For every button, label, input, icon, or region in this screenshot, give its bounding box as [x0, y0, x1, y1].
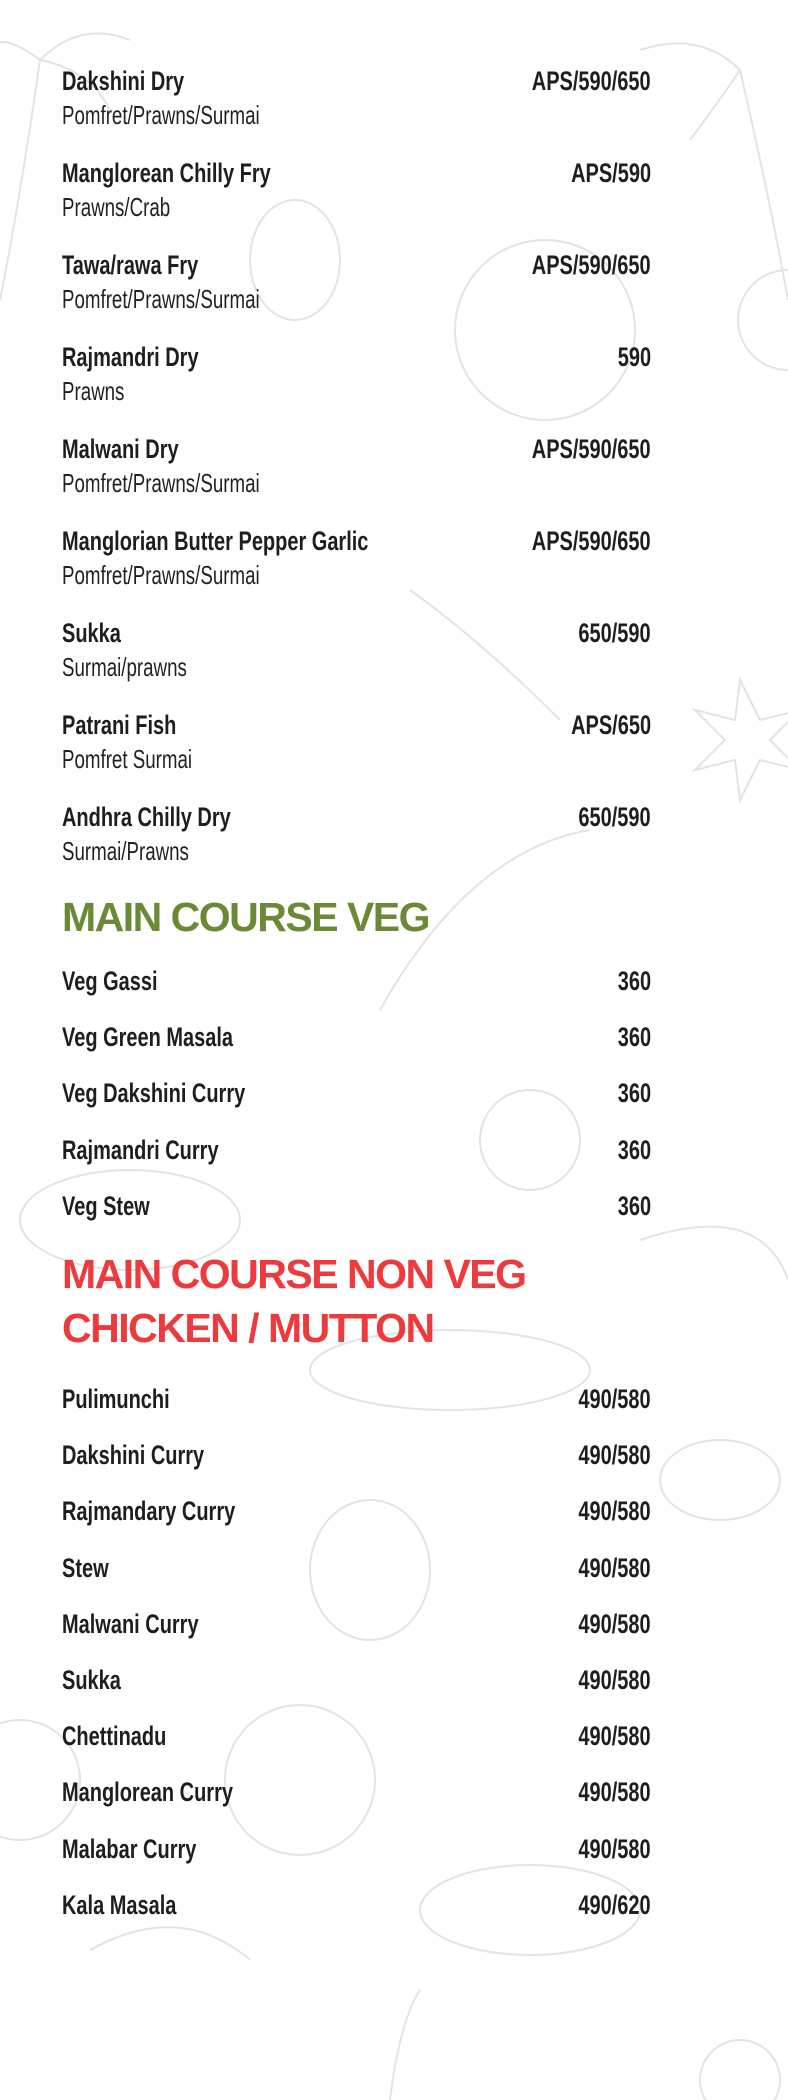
menu-item-price: 360: [617, 1022, 651, 1053]
menu-item: [62, 340, 651, 432]
menu-item-name: Rajmandri Curry: [62, 1134, 219, 1165]
menu-item-row: [62, 432, 651, 466]
veg-list: [62, 964, 651, 1245]
menu-item-options: Surmai/Prawns: [62, 836, 189, 866]
menu-item-name: Chettinadu: [62, 1721, 167, 1752]
menu-item-row: [62, 1775, 651, 1809]
menu-item-price: APS/590/650: [532, 526, 651, 556]
menu-item-price: 490/580: [578, 1384, 651, 1414]
menu-item-row: [62, 156, 651, 190]
menu-item: [62, 1551, 651, 1607]
menu-item-options: Pomfret/Prawns/Surmai: [62, 560, 260, 590]
menu-item-name: Dakshini Dry: [62, 66, 185, 96]
menu-item-price: APS/590: [571, 158, 651, 188]
menu-item-price: 490/580: [578, 1833, 651, 1864]
menu-item-price: 650/590: [578, 618, 651, 648]
menu-item-row: [62, 616, 651, 650]
menu-item-row: [62, 964, 651, 998]
oyster-icon: [660, 1440, 780, 1520]
menu-item-name: Manglorean Chilly Fry: [62, 158, 271, 188]
menu-item: [62, 616, 651, 708]
section-title-main-course-non-veg: [62, 1247, 526, 1355]
menu-item-row: [62, 1888, 651, 1922]
menu-item-name: Veg Dakshini Curry: [62, 1078, 246, 1109]
menu-item: [62, 1189, 651, 1245]
menu-item-options: Pomfret/Prawns/Surmai: [62, 100, 260, 130]
menu-item-name: Rajmandary Curry: [62, 1496, 236, 1527]
menu-item-price: 360: [617, 966, 651, 996]
menu-item-price: 490/580: [578, 1440, 651, 1471]
menu-item-options: Surmai/prawns: [62, 652, 187, 682]
menu-item-price: 360: [617, 1134, 651, 1165]
menu-item-price: 490/580: [578, 1664, 651, 1695]
menu-item: [62, 1133, 651, 1189]
menu-item: [62, 964, 651, 1020]
menu-item-price: 360: [617, 1078, 651, 1109]
menu-item: [62, 1020, 651, 1076]
menu-item-row: [62, 524, 651, 558]
seafood-dry-list: [62, 64, 651, 892]
menu-item-name: Sukka: [62, 618, 121, 648]
menu-item-row: [62, 800, 651, 834]
menu-item-options: Pomfret Surmai: [62, 744, 193, 774]
menu-item-price: 590: [617, 342, 651, 372]
menu-item-price: 360: [617, 1190, 651, 1221]
menu-item-row: [62, 1494, 651, 1528]
menu-item: [62, 1438, 651, 1494]
menu-item: [62, 1494, 651, 1550]
menu-item-row: [62, 1607, 651, 1641]
menu-item: [62, 1832, 651, 1888]
menu-item: [62, 1382, 651, 1438]
menu-item-name: Tawa/rawa Fry: [62, 250, 199, 280]
menu-item-name: Veg Stew: [62, 1190, 150, 1221]
menu-item: [62, 1888, 651, 1944]
menu-item-price: 490/580: [578, 1721, 651, 1752]
menu-item-name: Veg Green Masala: [62, 1022, 234, 1053]
menu-item-price: APS/650: [571, 710, 651, 740]
menu-item: [62, 800, 651, 892]
menu-item-options: Prawns: [62, 376, 125, 406]
menu-item-price: 650/590: [578, 802, 651, 832]
menu-item-price: 490/580: [578, 1777, 651, 1808]
menu-item-row: [62, 708, 651, 742]
menu-item-price: APS/590/650: [532, 250, 651, 280]
menu-item-row: [62, 1719, 651, 1753]
menu-item: [62, 1719, 651, 1775]
menu-item: [62, 1076, 651, 1132]
section-title-line-1: MAIN COURSE NON VEG: [62, 1251, 526, 1297]
menu-item-row: [62, 340, 651, 374]
menu-item-name: Andhra Chilly Dry: [62, 802, 231, 832]
menu-item-price: 490/580: [578, 1552, 651, 1583]
menu-item-price: 490/580: [578, 1608, 651, 1639]
menu-item-row: [62, 1438, 651, 1472]
menu-item: [62, 708, 651, 800]
menu-item-row: [62, 1663, 651, 1697]
menu-item: [62, 1775, 651, 1831]
menu-item-name: Manglorean Curry: [62, 1777, 233, 1808]
menu-item: [62, 1607, 651, 1663]
menu-item-name: Dakshini Curry: [62, 1440, 205, 1471]
menu-item-row: [62, 1133, 651, 1167]
menu-item-row: [62, 64, 651, 98]
star-anise-icon: [695, 680, 788, 800]
menu-item-name: Manglorian Butter Pepper Garlic: [62, 526, 369, 556]
menu-item-name: Pulimunchi: [62, 1384, 170, 1414]
menu-item-row: [62, 1382, 651, 1416]
menu-item-price: 490/580: [578, 1496, 651, 1527]
lemon-icon: [738, 270, 788, 370]
menu-item: [62, 524, 651, 616]
menu-item-options: Prawns/Crab: [62, 192, 171, 222]
menu-item-name: Sukka: [62, 1664, 121, 1695]
menu-item-name: Malwani Curry: [62, 1608, 199, 1639]
menu-item-name: Stew: [62, 1552, 109, 1583]
menu-item-name: Kala Masala: [62, 1889, 177, 1920]
menu-item-name: Malwani Dry: [62, 434, 179, 464]
menu-item-row: [62, 1020, 651, 1054]
prawn-icon: [640, 1227, 788, 1280]
nonveg-list: [62, 1382, 651, 1944]
herb-icon: [390, 1990, 420, 2100]
menu-item: [62, 156, 651, 248]
menu-item: [62, 1663, 651, 1719]
menu-item-row: [62, 1076, 651, 1110]
menu-item-row: [62, 1832, 651, 1866]
menu-item-price: 490/620: [578, 1889, 651, 1920]
menu-item: [62, 248, 651, 340]
menu-item-row: [62, 1551, 651, 1585]
menu-item-name: Rajmandri Dry: [62, 342, 199, 372]
crab-icon: [700, 2040, 780, 2100]
menu-item-name: Veg Gassi: [62, 966, 158, 996]
section-title-main-course-veg: MAIN COURSE VEG: [62, 894, 430, 940]
menu-item: [62, 64, 651, 156]
menu-item-price: APS/590/650: [532, 434, 651, 464]
menu-item-row: [62, 1189, 651, 1223]
palm-tree-icon: [640, 43, 788, 300]
menu-item: [62, 432, 651, 524]
menu-item-name: Malabar Curry: [62, 1833, 197, 1864]
section-title-line-2: CHICKEN / MUTTON: [62, 1305, 434, 1351]
menu-item-price: APS/590/650: [532, 66, 651, 96]
menu-item-name: Patrani Fish: [62, 710, 177, 740]
menu-item-options: Pomfret/Prawns/Surmai: [62, 284, 260, 314]
menu-item-row: [62, 248, 651, 282]
menu-item-options: Pomfret/Prawns/Surmai: [62, 468, 260, 498]
